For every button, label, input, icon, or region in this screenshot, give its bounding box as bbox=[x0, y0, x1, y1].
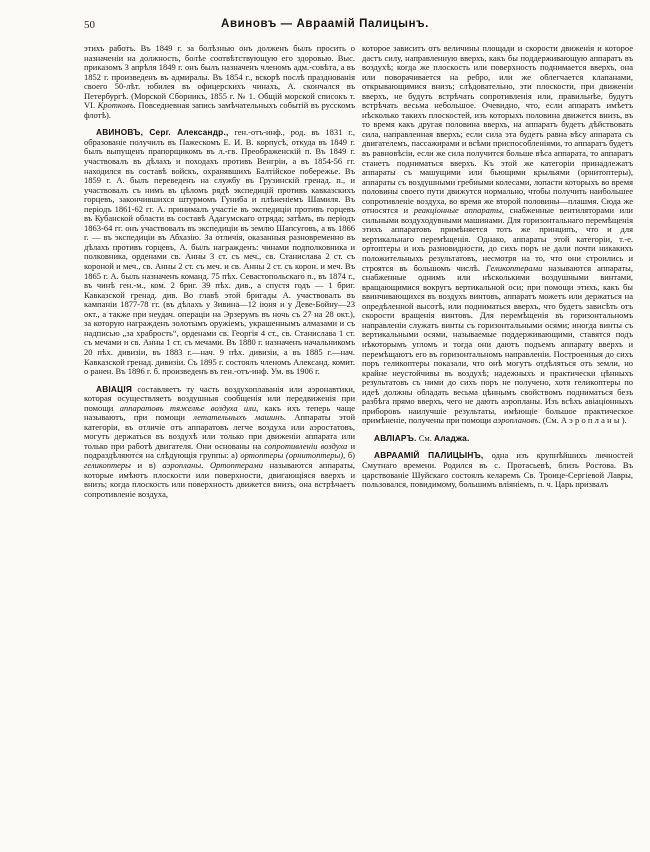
text-run: аэропланы bbox=[162, 459, 202, 470]
text-run: которое зависитъ отъ величины площади и скорости движенія и которое дастъ силу, направленную вверхъ, какъ бы поддерживающую аппаратъ въ воздухѣ; когда же плоскость или поверхность поднимается вверхъ, она или поворачивается на ребро, или же облегчается клапанами, открывающимися внизъ; слѣдовательно, эти плоскости, при движеніи вверхъ, не будутъ встрѣчать сопротивленія или, правильнѣе, будутъ встрѣчать весьма небольшое. Очевидно, что, если аппаратъ имѣетъ нѣсколько такихъ плоскостей, изъ которыхъ половина движется внизъ, въ то время какъ другая половина вверхъ, на аппаратъ будетъ дѣйствовать сила, направленная вверхъ; если сила эта будетъ равна вѣсу аппарата съ двигателемъ, пассажирами и всѣми приспособленіями, то аппаратъ будетъ въ равновѣсіи, если же сила получится больше вѣса аппарата, то аппаратъ станетъ подниматься вверхъ. Къ этой же категоріи принадлежатъ аппараты съ машущими или бьющими крыльями (орнитоптеры), аппараты съ воздушными гребными колесами, лопасти которыхъ во время половины своего пути движутся нормально, чтобы получить наибольшее сопротивленіе воздуха, во время же второй половины—плашмя. Сюда же относятся и bbox=[362, 44, 633, 216]
text-run: Геликоптерами bbox=[486, 262, 543, 273]
text-run: сопротивленіи воздуха bbox=[264, 440, 348, 451]
text-run: аппаратовъ тяжелѣе воздуха или bbox=[119, 402, 257, 413]
paragraph bbox=[84, 44, 355, 120]
dictionary-entry bbox=[362, 451, 633, 489]
entry-headword: АВЛІАРЪ. bbox=[374, 432, 417, 443]
text-run: составляетъ ту часть воздухоплаванія или аэронавтики, которая осуществляетъ воздушныя сообщенія или передвиженія при помощи bbox=[84, 383, 355, 413]
text-run: ортоптеры (орнитоптеры) bbox=[240, 450, 344, 461]
text-run: реакціонные аппараты bbox=[413, 205, 502, 216]
text-run: . Аппараты этой категоріи, въ отличіе отъ аппаратовъ легче воздуха или аэростатовъ, могутъ держаться въ воздухѣ или только при движеніи аппарата или только при работѣ двигателя. Они основаны на bbox=[84, 412, 355, 451]
page-header bbox=[0, 18, 650, 34]
text-run: аэроплановъ bbox=[493, 415, 539, 426]
text-run: геликоптеры bbox=[84, 459, 131, 470]
dictionary-entry bbox=[362, 434, 633, 444]
text-run: называются аппараты, которые имѣютъ плоскости или поверхности, двигающіяся вверхъ и внизъ; когда плоскость или поверхность движется внизъ, она встрѣчаетъ сопротивленіе воздуха, bbox=[84, 459, 355, 499]
text-run: одна изъ крупнѣйшихъ личностей Смутнаго времени. Родился въ с. Протасьевѣ, близъ Ростова. Въ царствованіе Шуйскаго состоялъ келаремъ Св. Троице-Сергіевой Лавры, пользовался, повидимому, большимъ вліяніемъ, п. ч. Царь призвалъ bbox=[362, 450, 633, 490]
text-run: , снабженные вентиляторами или сильными воздуходувными машинами. Для горизонтальнаго перемѣщенія этихъ аппаратовъ примѣняется тотъ же принципъ, что и для вертикальнаго перемѣщенія. Однако, аппараты этой категоріи, т.-е. ортоптеры и ихъ разновидности, до сихъ поръ не дали почти никакихъ положительныхъ результатовъ, несмотря на то, что они строились и строятся въ большомъ числѣ. bbox=[362, 205, 633, 273]
dictionary-entry bbox=[84, 385, 355, 500]
text-run: Повседневная запись замѣчательныхъ событій въ русскомъ флотѣ). bbox=[84, 100, 355, 120]
text-run: и подраздѣляются на слѣдующія группы: а) bbox=[84, 440, 355, 461]
text-run: ген.-отъ-инф., род. въ 1831 г., образованіе получилъ въ Пажескомъ Е. И. В. корпусѣ, откуда въ 1849 г. былъ выпущенъ прапорщикомъ въ л.-гв. Преображенскій п. Въ 1849 г. участвовалъ въ дѣлахъ и походахъ противъ Венгріи, а въ 1854-56 гг. находился въ составѣ войскъ, охранявшихъ Балтійское побережье. Въ 1859 г. А. былъ переведенъ на службу въ Грузинскій гренад. п., и участвовалъ съ нимъ въ цѣломъ рядѣ экспедицій противъ кавказскихъ горцевъ, закончившихся штурмомъ Гуниба и плѣненіемъ Шамиля. Въ періодъ 1861-62 гг. А. принималъ участіе въ экспедиціи противъ горцевъ въ Кубанской области въ составѣ Адагумскаго отряда; затѣмъ, въ періодъ 1863-64 гг. онъ участвовалъ въ экспедиціи въ землю Шапсуговъ, а въ 1866 г. — въ экспедиціи въ Абхазію. За отличія, оказанныя разновременно въ дѣлахъ противъ горцевъ, А. былъ награжденъ: чинами подполковника и полковника, орденами св. Анны 3 ст. съ меч., св. Станислава 2 ст. съ короной и меч., св. Анны 2 ст. съ меч. и св. Анны 2 ст. съ корон. и меч. Въ 1865 г. А. былъ назначенъ команд. 75 пѣх. Севастопольскаго п., въ 1874 г., въ чинѣ ген.-м., ком. 2 бриг. 39 пѣх. див., а спустя годъ — 1 бриг. Кавказской гренад. див. Во главѣ этой бригады А. участвовалъ въ кампаніи 1877-78 гг. (въ дѣлахъ у Зивина—12 іюня и у Деве-Бойну—23 окт., а также при неудач. операціи на Эрзерумъ въ ночь съ 27 на 28 окт.), за которую награжденъ золотымъ оружіемъ, украшеннымъ алмазами и съ надписью „за храбрость“, орденами св. Георгія 4 ст., св. Станислава 1 ст. съ мечами и св. Анны 1 ст. съ мечами. Въ 1880 г. назначенъ начальникомъ 20 пѣх. дивизіи, въ 1883 г.—нач. 9 пѣх. дивизіи, а въ 1885 г.—нач. Кавказской гренад. дивизіи. Съ 1895 г. состоялъ членомъ Александ. комит. о ранен. Въ 1896 г. б. произведенъ въ ген.-отъ-инф. Ум. въ 1906 г. bbox=[84, 127, 355, 377]
paragraph bbox=[362, 44, 633, 426]
left-column bbox=[84, 44, 355, 784]
text-run: Ортоптерами bbox=[209, 459, 263, 470]
entry-headword: АВІАЦІЯ bbox=[96, 383, 133, 394]
text-run: Кротковъ. bbox=[97, 100, 136, 111]
page-number: 50 bbox=[84, 19, 95, 31]
text-run: См. bbox=[416, 432, 434, 443]
text-run: этихъ работъ. Въ 1849 г. за болѣзнью онъ долженъ былъ просить о назначеніи на должность, болѣе соотвѣтствующую его здоровью. Выс. приказомъ 3 апрѣля 1849 г. онъ былъ назначенъ членомъ адм.-совѣта, а въ 1852 г. произведенъ въ адмиралы. Въ 1854 г., вскорѣ послѣ празднованія своего 50-лѣт. юбилея въ офицерскихъ чинахъ, А. скончался въ Петербургѣ. (Морской Сборникъ, 1855 г. № 1. Общій морской списокъ т. VI. bbox=[84, 44, 355, 111]
entry-headword: АВИНОВЪ, Серг. Александр., bbox=[96, 127, 229, 138]
text-run: летательныхъ машинъ bbox=[193, 412, 284, 423]
text-run: , б) bbox=[343, 450, 355, 461]
entry-headword: Аладжа. bbox=[434, 432, 470, 443]
text-run: . (См. bbox=[538, 415, 561, 426]
text-run: Аэропланы bbox=[560, 415, 622, 426]
text-run: . bbox=[201, 459, 210, 470]
text-run: и в) bbox=[130, 459, 163, 470]
right-column bbox=[362, 44, 633, 784]
text-run: , какъ ихъ теперь чаще называютъ, при помощи bbox=[84, 402, 355, 423]
entry-headword: АВРААМІЙ ПАЛИЦЫНЪ, bbox=[374, 450, 484, 461]
text-run: называются аппараты, снабженные однимъ или нѣсколькими воздушными винтами, вращающимися вокругъ вертикальной оси; при помощи этихъ, какъ бы ввинчивающихся въ воздухъ винтовъ, аппаратъ можетъ или держаться на опредѣленной высотѣ, или подниматься вверхъ, что будетъ зависѣть отъ скорости вращенія винтовъ. Для перемѣщенія въ горизонтальномъ направленіи служатъ винты съ горизонтальными осями; иногда винты съ вертикальными осями, называемые поддерживающими, ставятся подъ нѣкоторымъ угломъ и тогда они даютъ подъемъ аппарату вверхъ и перемѣщаютъ его въ горизонтальномъ направленіи. Построенныя до сихъ поръ геликоптеры показали, что онѣ могутъ отдѣляться отъ земли, но крайне неустойчивы въ воздухѣ; надежныхъ и практически цѣнныхъ результатовъ съ ними до сихъ поръ не получено, хотя геликоптеры по идеѣ должны обладать весьма цѣннымъ свойствомъ подниматься безъ разбѣга прямо вверхъ, чего не даютъ аэропланы. Изъ всѣхъ авіаціонныхъ приборовъ наилучшіе результаты, имѣющіе большое практическое примѣненіе, получены при помощи bbox=[362, 262, 633, 426]
running-title: Авиновъ — Авраамій Палицынъ. bbox=[221, 18, 429, 30]
text-run: ). bbox=[621, 415, 627, 426]
dictionary-entry bbox=[84, 128, 355, 376]
